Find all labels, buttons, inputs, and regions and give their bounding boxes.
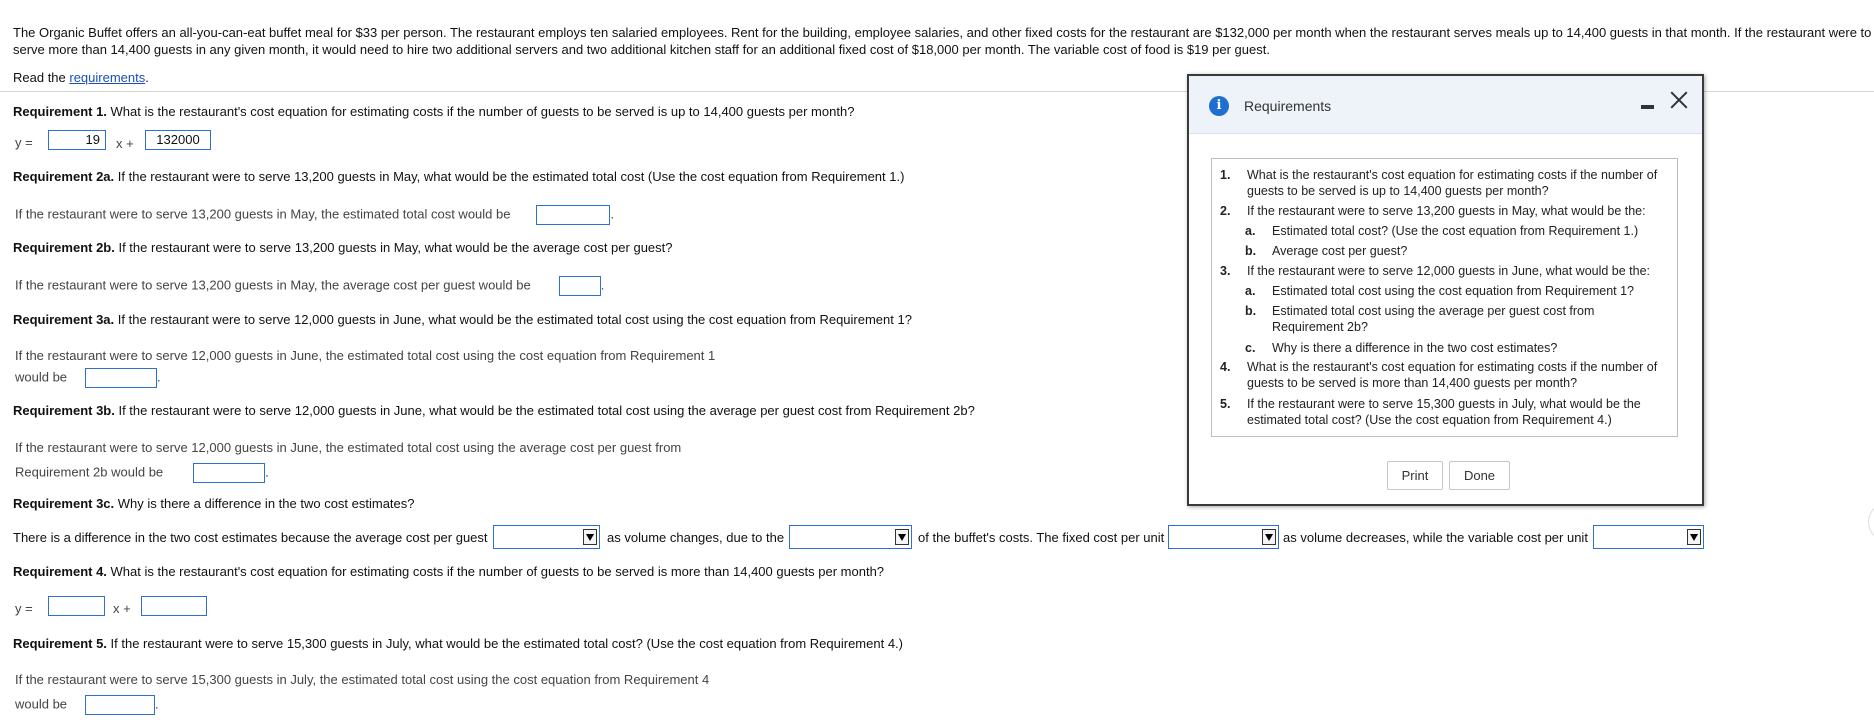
req4-slope-input[interactable]: [48, 596, 105, 616]
req3c-part2: as volume changes, due to the: [607, 530, 785, 545]
requirement-1-label: Requirement 1.: [13, 104, 107, 119]
req5-period: .: [155, 696, 159, 712]
req3b-total-cost-input[interactable]: [193, 463, 265, 483]
item-text: If the restaurant were to serve 13,200 guests in May, what would be the:: [1247, 204, 1646, 218]
item-letter: a.: [1245, 284, 1256, 298]
requirement-2b-text: If the restaurant were to serve 13,200 guests in May, what would be the average cost per guest?: [114, 240, 673, 255]
requirement-3a-question: [13, 312, 912, 327]
req5-answer-line1: If the restaurant were to serve 15,300 guests in July, the estimated total cost using the cost equation from Requirement 4: [15, 672, 710, 687]
requirement-2a-text: If the restaurant were to serve 13,200 guests in May, what would be the estimated total cost (Use the cost equation from Requirement 1.): [114, 169, 905, 184]
dialog-header: [1189, 76, 1702, 134]
requirements-link[interactable]: requirements: [69, 70, 146, 85]
item-text: If the restaurant were to serve 12,000 guests in June, what would be the:: [1247, 264, 1651, 278]
item-text-cont: Requirement 2b?: [1272, 320, 1368, 334]
req1-x-plus: x +: [116, 136, 134, 151]
req3c-fixed-cost-dropdown[interactable]: [1168, 525, 1279, 549]
item-number: 2.: [1220, 204, 1231, 218]
dropdown-arrow-icon: [895, 529, 909, 545]
item-text-cont: estimated total cost? (Use the cost equation from Requirement 4.): [1247, 413, 1612, 427]
problem-statement: The Organic Buffet offers an all-you-can-eat buffet meal for $33 per person. The restaurant employs ten salaried employees. Rent for the building, employee salaries, and other fixed costs for the restaurant are $132,000 per month when the restaurant serves meals up to 14,400 guests in that month. If the restaurant were to serve more than 14,400 guests in any given month, it would need to hire two additional servers and two additional kitchen staff for an additional fixed cost of $18,000 per month. The variable cost of food is $19 per guest.: [13, 25, 1872, 57]
side-scroll-handle[interactable]: [1868, 502, 1874, 542]
req2b-answer-line: [15, 276, 604, 296]
req3c-variable-cost-dropdown[interactable]: [1593, 525, 1704, 549]
requirement-4-label: Requirement 4.: [13, 564, 107, 579]
dropdown-arrow-icon: [1262, 529, 1276, 545]
close-icon[interactable]: [1668, 89, 1690, 111]
requirement-5-text: If the restaurant were to serve 15,300 guests in July, what would be the estimated total cost? (Use the cost equation from Requirement 4.): [106, 636, 903, 651]
item-text: If the restaurant were to serve 15,300 guests in July, what would be the: [1247, 397, 1641, 411]
requirement-2a-label: Requirement 2a.: [13, 169, 115, 184]
req1-intercept-input[interactable]: 132000: [145, 130, 211, 150]
req3c-part3: of the buffet's costs. The fixed cost per unit: [918, 530, 1165, 545]
print-button[interactable]: Print: [1387, 461, 1443, 490]
dropdown-arrow-icon: [1687, 529, 1701, 545]
req3a-total-cost-input[interactable]: [85, 368, 157, 388]
requirement-3b-question: [13, 403, 975, 418]
item-number: 3.: [1220, 264, 1231, 278]
read-suffix: .: [145, 70, 149, 85]
item-text: Estimated total cost using the cost equation from Requirement 1?: [1272, 284, 1634, 298]
req3c-part4: as volume decreases, while the variable cost per unit: [1283, 530, 1588, 545]
requirement-5-question: [13, 636, 903, 651]
item-text: What is the restaurant's cost equation for estimating costs if the number of: [1247, 360, 1658, 374]
item-letter: b.: [1245, 304, 1257, 318]
requirement-1-text: What is the restaurant's cost equation for estimating costs if the number of guests to be served is up to 14,400 guests per month?: [106, 104, 855, 119]
req2a-total-cost-input[interactable]: [536, 205, 610, 225]
req2b-average-cost-input[interactable]: [559, 276, 601, 296]
req2a-answer-line: [15, 205, 614, 225]
req4-y-prefix: y =: [15, 601, 33, 616]
item-text: Estimated total cost? (Use the cost equation from Requirement 1.): [1272, 224, 1639, 238]
req2a-period: .: [610, 206, 615, 222]
req3b-period: .: [265, 464, 269, 480]
dropdown-arrow-icon: [583, 529, 597, 545]
read-prefix: Read the: [13, 70, 70, 85]
req3a-answer-line1: If the restaurant were to serve 12,000 guests in June, the estimated total cost using the cost equation from Requirement 1: [15, 348, 716, 363]
info-icon: i: [1209, 96, 1229, 116]
requirement-4-text: What is the restaurant's cost equation for estimating costs if the number of guests to be served is more than 14,400 guests per month?: [106, 564, 885, 579]
requirement-4-question: [13, 564, 884, 579]
item-text: Average cost per guest?: [1272, 244, 1408, 258]
req1-slope-input[interactable]: 19: [48, 130, 106, 150]
item-letter: b.: [1245, 244, 1257, 258]
req3c-cost-behavior-dropdown[interactable]: [789, 525, 912, 549]
requirement-3c-question: [13, 496, 415, 511]
requirement-3a-label: Requirement 3a.: [13, 312, 115, 327]
item-number: 4.: [1220, 360, 1231, 374]
item-text: What is the restaurant's cost equation for estimating costs if the number of: [1247, 168, 1658, 182]
requirement-3c-text: Why is there a difference in the two cost estimates?: [114, 496, 415, 511]
requirement-1-question: [13, 104, 854, 119]
requirements-list: [1211, 158, 1678, 437]
requirements-dialog: [1187, 74, 1704, 506]
req3a-period: .: [157, 369, 161, 385]
requirement-2a-question: [13, 169, 904, 184]
req3b-answer-line2: [15, 463, 269, 483]
item-text-cont: guests to be served is up to 14,400 guests per month?: [1247, 184, 1549, 198]
requirement-5-label: Requirement 5.: [13, 636, 107, 651]
req1-y-prefix: y =: [15, 135, 33, 150]
req2b-answer-text: If the restaurant were to serve 13,200 guests in May, the average cost per guest would be: [15, 277, 531, 293]
requirement-3a-text: If the restaurant were to serve 12,000 guests in June, what would be the estimated total cost using the cost equation from Requirement 1?: [114, 312, 912, 327]
requirement-3c-label: Requirement 3c.: [13, 496, 115, 511]
item-number: 5.: [1220, 397, 1231, 411]
item-text-cont: guests to be served is more than 14,400 guests per month?: [1247, 376, 1578, 390]
requirement-3b-text: If the restaurant were to serve 12,000 guests in June, what would be the estimated total cost using the average per guest cost from Requirement 2b?: [114, 403, 975, 418]
requirement-3b-label: Requirement 3b.: [13, 403, 115, 418]
req4-x-plus: x +: [113, 601, 131, 616]
req4-intercept-input[interactable]: [141, 596, 207, 616]
read-requirements-line: [13, 70, 149, 85]
item-number: 1.: [1220, 168, 1231, 182]
req3b-answer-line1: If the restaurant were to serve 12,000 guests in June, the estimated total cost using the average cost per guest from: [15, 440, 682, 455]
requirement-2b-label: Requirement 2b.: [13, 240, 115, 255]
req3b-req2b-would-be: Requirement 2b would be: [15, 464, 164, 480]
minimize-icon[interactable]: [1641, 100, 1654, 113]
req5-would-be: would be: [15, 696, 68, 712]
req3a-would-be: would be: [15, 369, 68, 385]
dialog-title: Requirements: [1244, 98, 1332, 114]
req3c-average-cost-dropdown[interactable]: [493, 525, 600, 549]
item-letter: a.: [1245, 224, 1256, 238]
req3a-answer-line2: [15, 368, 161, 388]
item-text: Estimated total cost using the average per guest cost from: [1272, 304, 1595, 318]
done-button[interactable]: Done: [1449, 461, 1510, 490]
item-letter: c.: [1245, 341, 1256, 355]
item-text: Why is there a difference in the two cost estimates?: [1272, 341, 1558, 355]
req2b-period: .: [600, 277, 605, 293]
req5-total-cost-input[interactable]: [85, 695, 155, 715]
req3c-part1: There is a difference in the two cost estimates because the average cost per guest: [13, 530, 488, 545]
req5-answer-line2: [15, 695, 159, 715]
req2a-answer-text: If the restaurant were to serve 13,200 guests in May, the estimated total cost would be: [15, 206, 511, 222]
requirement-2b-question: [13, 240, 673, 255]
